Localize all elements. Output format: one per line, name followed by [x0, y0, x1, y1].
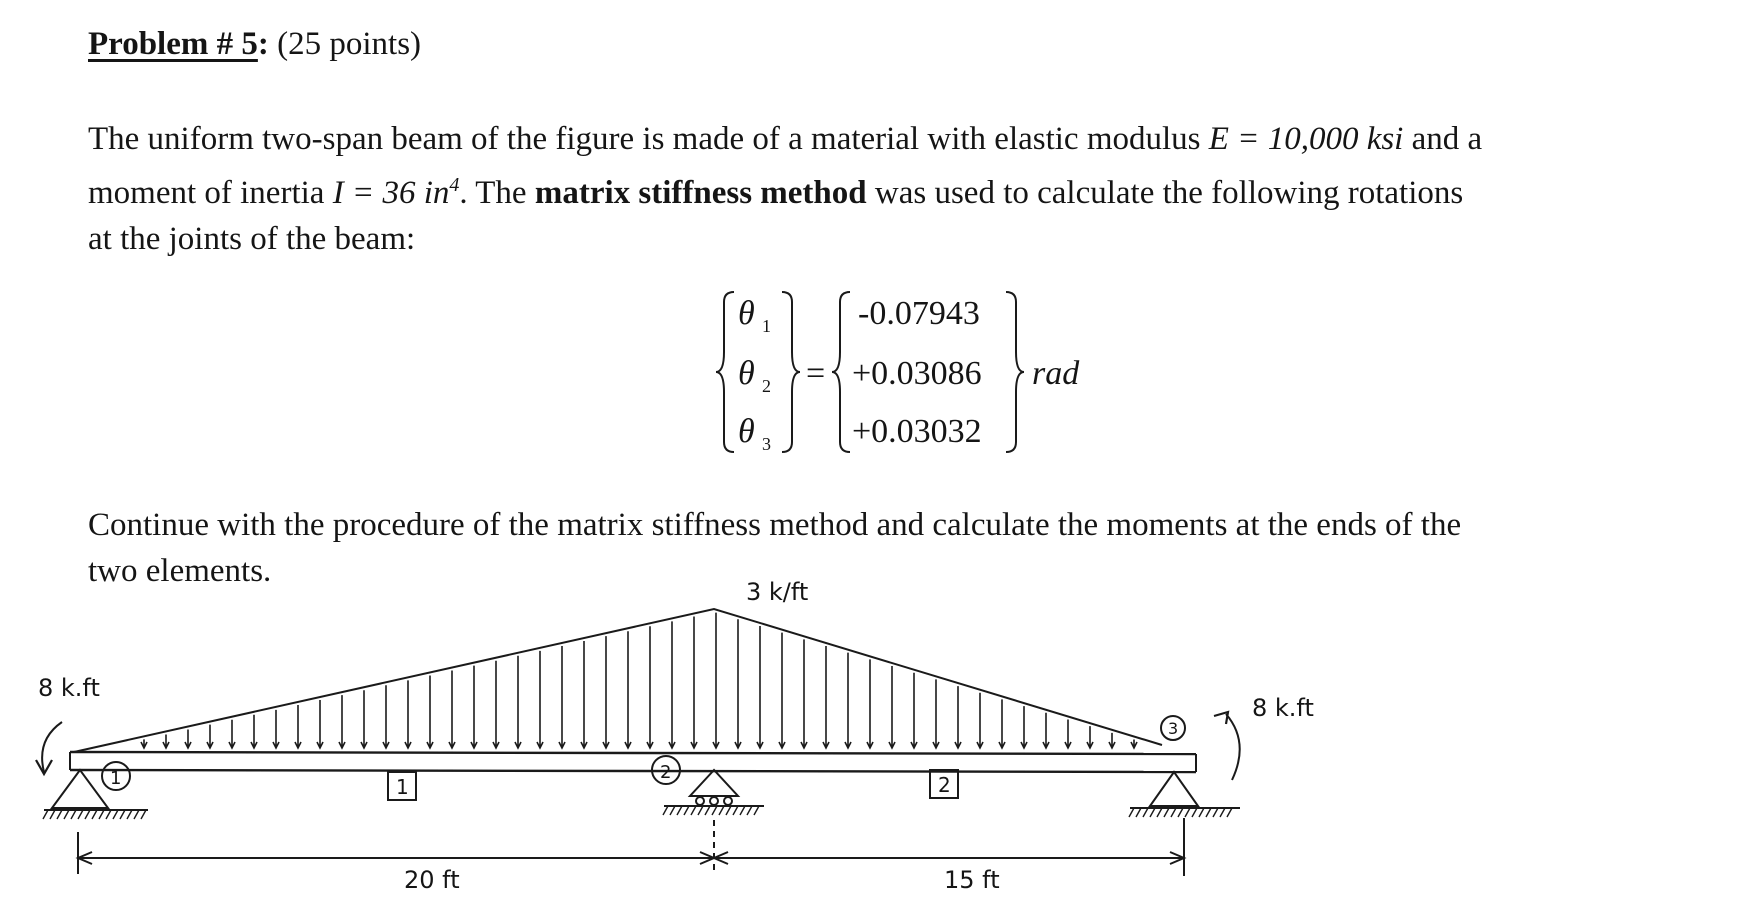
- beam-top-edge: [70, 752, 1196, 754]
- load-arrow: [1065, 719, 1071, 748]
- load-arrow: [559, 646, 565, 748]
- element-2-label: 2: [938, 773, 951, 797]
- load-arrow: [317, 700, 323, 748]
- load-arrow: [449, 671, 455, 748]
- method-name: matrix stiffness method: [534, 175, 867, 211]
- load-arrow: [141, 739, 147, 748]
- beam-bottom-edge: [70, 770, 1196, 772]
- load-arrows: [141, 613, 1137, 748]
- theta-2-symbol: θ: [738, 355, 755, 392]
- equals-sign: =: [806, 355, 826, 392]
- span-right-label: 15 ft: [944, 866, 1000, 894]
- load-label: 3 k/ft: [746, 578, 809, 606]
- load-arrow: [603, 636, 609, 748]
- load-arrow: [691, 616, 697, 748]
- statement-line-3: at the joints of the beam:: [88, 221, 416, 257]
- statement-text: moment of inertia: [88, 175, 333, 211]
- load-arrow: [779, 633, 785, 748]
- node-1-label: 1: [110, 768, 122, 789]
- load-arrow: [757, 626, 763, 748]
- load-arrow: [207, 725, 213, 748]
- load-arrow: [647, 626, 653, 748]
- load-arrow: [537, 651, 543, 748]
- left-pin-support: [43, 770, 148, 819]
- modulus-value: E = 10,000 ksi: [1208, 121, 1404, 157]
- load-arrow: [1131, 740, 1137, 749]
- load-arrow: [405, 680, 411, 748]
- theta-1-symbol: θ: [738, 295, 755, 332]
- load-arrow: [713, 613, 719, 748]
- load-arrow: [295, 705, 301, 748]
- load-arrow: [823, 646, 829, 748]
- load-arrow: [229, 720, 235, 748]
- element-1-label: 1: [396, 775, 409, 799]
- load-arrow: [625, 631, 631, 748]
- theta-3-symbol: θ: [738, 413, 755, 450]
- load-arrow: [867, 659, 873, 748]
- left-moment-arrow: [42, 722, 62, 772]
- node-3-label: 3: [1168, 719, 1179, 738]
- theta-2-value: +0.03086: [852, 355, 982, 392]
- statement-text: . The: [459, 175, 535, 211]
- statement-text: The uniform two-span beam of the figure is made of a material with elastic modulus: [88, 121, 1209, 157]
- theta-1-value: -0.07943: [858, 295, 980, 332]
- theta-1-subscript: 1: [762, 316, 771, 336]
- load-arrow: [889, 666, 895, 748]
- problem-title: Problem # 5: (25 points): [88, 26, 422, 62]
- right-moment-arrow: [1226, 714, 1240, 780]
- inertia-value: I = 36 in: [332, 175, 450, 211]
- load-arrow: [361, 690, 367, 748]
- problem-label: Problem # 5: [88, 26, 258, 62]
- span-left-label: 20 ft: [404, 866, 460, 894]
- theta-2-subscript: 2: [762, 376, 771, 396]
- load-arrow: [955, 686, 961, 748]
- load-arrow: [273, 710, 279, 748]
- left-moment-label: 8 k.ft: [38, 674, 100, 702]
- load-arrow: [911, 673, 917, 748]
- right-pin-support: [1129, 772, 1240, 817]
- theta-3-subscript: 3: [762, 434, 771, 454]
- statement-text: and a: [1403, 121, 1483, 157]
- load-arrow: [977, 693, 983, 748]
- theta-3-value: +0.03032: [852, 413, 982, 450]
- load-arrow: [735, 619, 741, 748]
- load-arrow: [1021, 706, 1027, 748]
- load-arrow: [1109, 733, 1115, 748]
- load-arrow: [471, 666, 477, 748]
- load-arrow: [427, 675, 433, 748]
- right-moment-label: 8 k.ft: [1252, 694, 1314, 722]
- instruction-line-1: Continue with the procedure of the matrix stiffness method and calculate the moments at the ends of the: [88, 507, 1462, 543]
- load-arrow: [185, 730, 191, 748]
- load-arrow: [515, 656, 521, 748]
- load-arrow: [999, 699, 1005, 748]
- statement-text: was used to calculate the following rotations: [866, 175, 1464, 211]
- problem-points: (25 points): [277, 26, 422, 62]
- load-arrow: [845, 653, 851, 748]
- load-arrow: [493, 661, 499, 748]
- rotation-unit: rad: [1032, 355, 1080, 392]
- node-2-label: 2: [660, 762, 672, 783]
- load-arrow: [163, 734, 169, 748]
- load-arrow: [581, 641, 587, 748]
- load-arrow: [339, 695, 345, 748]
- load-arrow: [669, 621, 675, 748]
- load-arrow: [801, 639, 807, 748]
- load-arrow: [1087, 726, 1093, 748]
- load-arrow: [933, 679, 939, 748]
- instruction-line-2: two elements.: [88, 553, 272, 589]
- inertia-exponent: 4: [449, 174, 460, 196]
- load-arrow: [251, 715, 257, 748]
- distributed-load-outline: [74, 609, 1162, 752]
- load-arrow: [383, 685, 389, 748]
- load-arrow: [1043, 713, 1049, 748]
